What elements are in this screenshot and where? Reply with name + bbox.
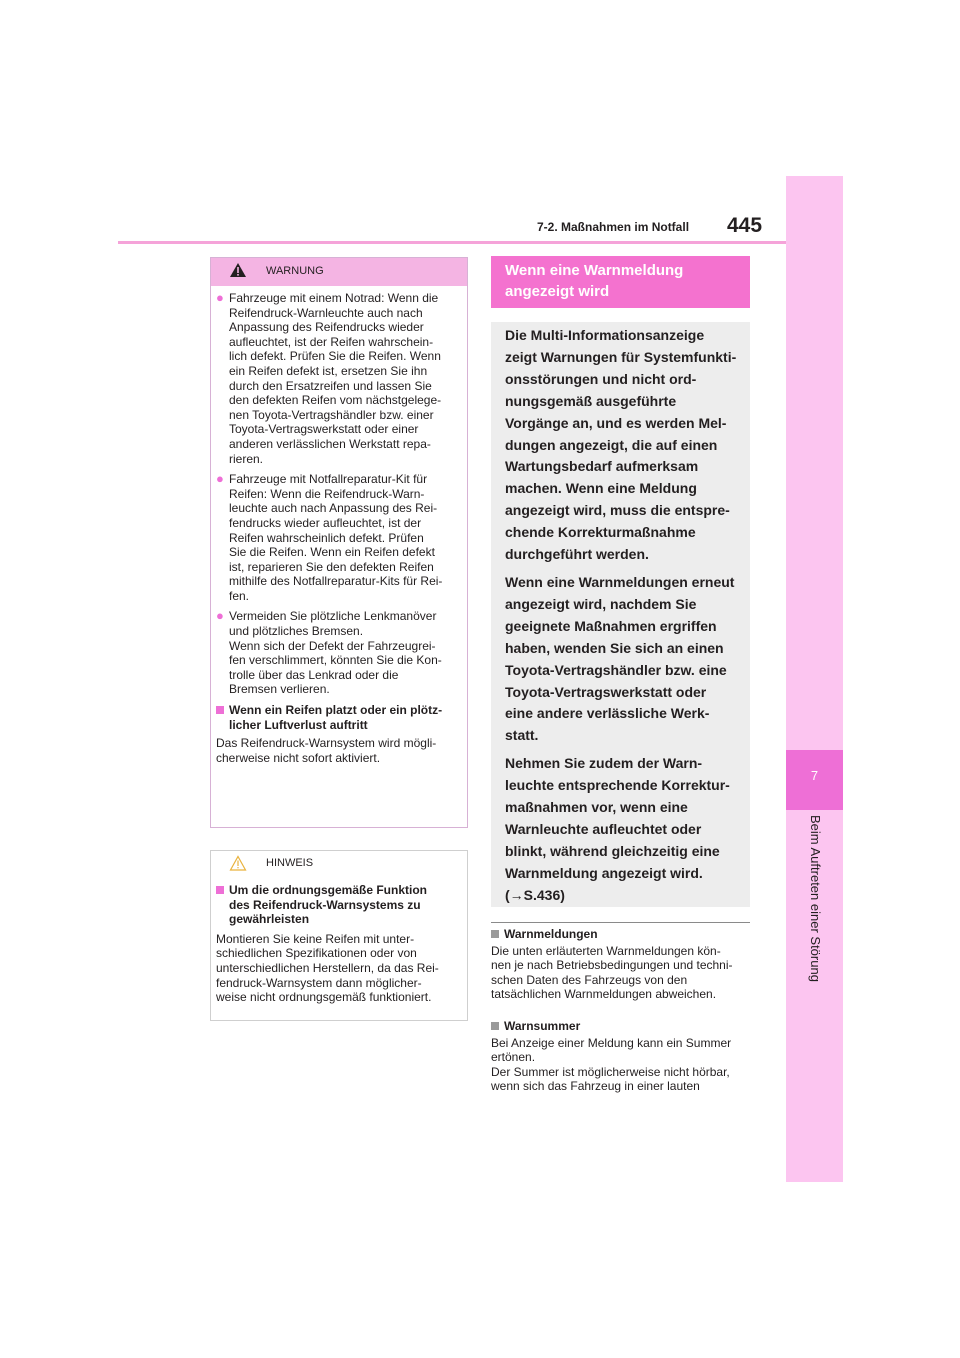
info-paragraph	[505, 753, 747, 906]
warning-subheading	[216, 703, 464, 732]
subheading-line: gewährleisten	[229, 912, 310, 927]
note-content	[216, 883, 464, 1005]
bullet-line: ein Reifen defekt ist, ersetzen Sie ihn	[229, 363, 428, 378]
warning-triangle-icon	[229, 262, 247, 278]
section-heading	[491, 1019, 753, 1034]
bullet-line: den defekten Reifen vom nächstgelege-	[229, 393, 442, 408]
section-line: Bei Anzeige einer Meldung kann ein Summer	[491, 1035, 732, 1050]
info-line: Toyota-Vertragswerkstatt oder	[505, 683, 707, 700]
bullet-line: nen Toyota-Vertragshändler bzw. einer	[229, 407, 434, 422]
warning-bullet	[216, 291, 464, 466]
bullet-line: Reifen wahrscheinlich defekt. Prüfen	[229, 530, 424, 545]
bullet-line: fen.	[229, 588, 250, 603]
subheading-line: licher Luftverlust auftritt	[229, 717, 368, 732]
banner-line: angezeigt wird	[505, 283, 610, 300]
bullet-line: Sie die Reifen. Wenn ein Reifen defekt	[229, 545, 435, 560]
note-line: fendruck-Warnsystem dann möglicher-	[216, 975, 422, 990]
section-warnmeldungen	[491, 927, 753, 1002]
info-line: leuchte entsprechende Korrektur-	[505, 777, 730, 794]
info-line: statt.	[505, 727, 539, 744]
bullet-line: leuchte auch nach Anpassung des Rei-	[229, 501, 438, 516]
subtext-line: cherweise nicht sofort aktiviert.	[216, 750, 381, 765]
caution-triangle-icon	[229, 855, 247, 871]
subheading-line: des Reifendruck-Warnsystems zu	[229, 897, 421, 912]
info-line: haben, wenden Sie sich an einen	[505, 639, 724, 656]
chapter-number: 7	[810, 768, 819, 783]
warning-header	[211, 258, 467, 286]
subheading-line: Wenn ein Reifen platzt oder ein plötz-	[229, 703, 443, 718]
bullet-line: rieren.	[229, 451, 264, 466]
info-paragraph	[505, 572, 747, 747]
info-line: angezeigt wird, nachdem Sie	[505, 595, 697, 612]
info-line: Warnmeldung angezeigt wird.	[505, 864, 703, 881]
section-warnsummer	[491, 1019, 753, 1094]
section-line: Der Summer ist möglicherweise nicht hörbar,	[491, 1064, 730, 1079]
bullet-line: Toyota-Vertragswerkstatt oder einer	[229, 422, 419, 437]
note-line: unterschiedlichen Herstellern, da das Rei-	[216, 960, 439, 975]
info-line: Vorgänge an, und es werden Mel-	[505, 414, 727, 431]
square-bullet-icon	[491, 930, 499, 938]
info-line: Toyota-Vertragshändler bzw. eine	[505, 661, 727, 678]
warning-bullet	[216, 472, 464, 603]
subheading-line: Um die ordnungsgemäße Funktion	[229, 883, 428, 897]
section-divider	[491, 922, 750, 923]
bullet-line: mithilfe des Notfallreparatur-Kits für Rei-	[229, 574, 443, 589]
info-line: dungen angezeigt, die auf einen	[505, 436, 718, 453]
info-line: chende Korrekturmaßnahme	[505, 524, 696, 541]
banner-title	[505, 260, 745, 302]
info-line: maßnahmen vor, wenn eine	[505, 799, 688, 816]
bullet-line: ist, reparieren Sie den defekten Reifen	[229, 559, 434, 574]
bullet-line: fendrucks wieder aufleuchtet, ist der	[229, 515, 422, 530]
square-bullet-icon	[491, 1022, 499, 1030]
bullet-line: Bremsen verlieren.	[229, 682, 330, 697]
info-content	[505, 325, 747, 907]
warning-content	[216, 291, 464, 765]
section-body	[491, 1036, 753, 1094]
note-line: schiedlichen Spezifikationen oder von	[216, 946, 417, 961]
section-title: 7-2. Maßnahmen im Notfall	[537, 220, 690, 234]
info-line: Die Multi-Informationsanzeige	[505, 327, 705, 343]
bullet-line: Fahrzeuge mit Notfallreparatur-Kit für	[229, 472, 428, 487]
bullet-line: aufleuchtet, ist der Reifen wahrschein-	[229, 334, 434, 349]
banner-line: Wenn eine Warnmeldung	[505, 262, 684, 279]
info-line: nungsgemäß ausgeführte	[505, 392, 677, 409]
bullet-line: trolle über das Lenkrad oder die	[229, 667, 399, 682]
info-line: Nehmen Sie zudem der Warn-	[505, 755, 703, 772]
bullet-line: Fahrzeuge mit einem Notrad: Wenn die	[229, 291, 439, 305]
bullet-line: Reifen: Wenn die Reifendruck-Warn-	[229, 486, 425, 501]
warning-label: WARNUNG	[266, 265, 324, 277]
info-line: eine andere verlässliche Werk-	[505, 705, 710, 722]
section-line: schen Daten des Fahrzeugs von den	[491, 972, 688, 987]
info-line: blinkt, während gleichzeitig eine	[505, 842, 720, 859]
bullet-dot-icon: ●	[216, 608, 224, 624]
bullet-dot-icon: ●	[216, 290, 224, 305]
note-subheading	[216, 883, 464, 927]
square-bullet-icon	[216, 886, 224, 894]
bullet-line: Anpassung des Reifendrucks wieder	[229, 320, 424, 335]
section-heading	[491, 927, 753, 942]
section-heading-text: Warnmeldungen	[504, 927, 598, 941]
bullet-line: Wenn sich der Defekt der Fahrzeugrei-	[229, 638, 436, 653]
bullet-line: Vermeiden Sie plötzliche Lenkmanöver	[229, 609, 437, 624]
section-line: ertönen.	[491, 1050, 536, 1065]
section-line: wenn sich das Fahrzeug in einer lauten	[491, 1079, 700, 1094]
section-body	[491, 944, 753, 1002]
info-line: Warnleuchte aufleuchtet oder	[505, 820, 702, 837]
info-line: durchgeführt werden.	[505, 546, 649, 563]
note-line: Montieren Sie keine Reifen mit unter-	[216, 931, 415, 946]
info-line page-reference[interactable]: (→S.436)	[505, 886, 565, 903]
info-line: Wenn eine Warnmeldungen erneut	[505, 573, 735, 590]
note-text	[216, 932, 464, 1005]
subtext-line: Das Reifendruck-Warnsystem wird mögli-	[216, 736, 437, 751]
section-line: nen je nach Betriebsbedingungen und techni-	[491, 958, 733, 973]
bullet-line: fen verschlimmert, könnten Sie die Kon-	[229, 653, 442, 668]
bullet-line: Reifendruck-Warnleuchte auch nach	[229, 305, 423, 320]
section-line: tatsächlichen Warnmeldungen abweichen.	[491, 987, 717, 1002]
note-line: weise nicht ordnungsgemäß funktioniert.	[216, 990, 432, 1005]
info-line: angezeigt wird, muss die entspre-	[505, 502, 730, 519]
bullet-line: anderen verlässlichen Werkstatt repa-	[229, 436, 431, 451]
chapter-title	[809, 815, 823, 1055]
section-heading-text: Warnsummer	[504, 1019, 581, 1033]
info-line: Wartungsbedarf aufmerksam	[505, 458, 699, 475]
note-label: HINWEIS	[266, 857, 314, 869]
info-line: geeignete Maßnahmen ergriffen	[505, 617, 717, 634]
bullet-line: durch den Ersatzreifen und lassen Sie	[229, 378, 432, 393]
square-bullet-icon	[216, 706, 224, 714]
bullet-line: lich defekt. Prüfen Sie die Reifen. Wenn	[229, 349, 441, 364]
bullet-line: und plötzliches Bremsen.	[229, 624, 364, 639]
warning-bullet	[216, 609, 464, 697]
info-line: onsstörungen und nicht ord-	[505, 370, 697, 387]
section-line: Die unten erläuterten Warnmeldungen kön-	[491, 943, 721, 958]
info-paragraph	[505, 325, 747, 566]
header-rule	[118, 241, 786, 244]
info-line: zeigt Warnungen für Systemfunkti-	[505, 348, 737, 365]
warning-subtext	[216, 736, 464, 765]
info-line: machen. Wenn eine Meldung	[505, 480, 697, 497]
page-number: 445	[727, 214, 763, 237]
bullet-dot-icon: ●	[216, 471, 224, 487]
chapter-title-text: Beim Auftreten einer Störung	[808, 815, 823, 982]
